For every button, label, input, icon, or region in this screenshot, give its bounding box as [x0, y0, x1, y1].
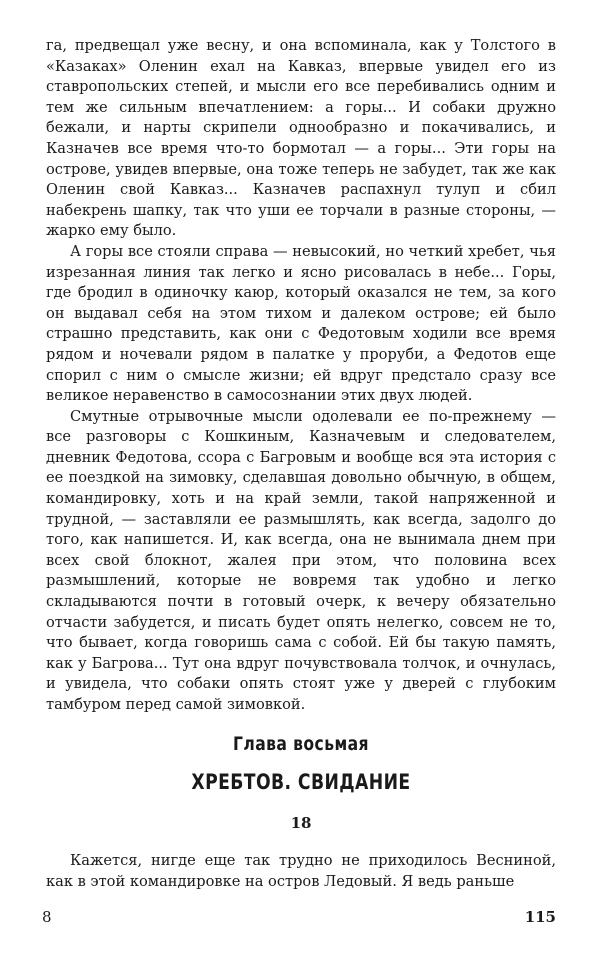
- page-number: 115: [524, 908, 556, 926]
- paragraph-3: Смутные отрывочные мысли одолевали ее по-прежнему — все разговоры с Кошкиным, Казначевым и следователем, дневник Федотова, ссора с Багровым и вообще вся эта история с ее поездкой на зимовку, сделавшая довольно обычную, в общем, командировку, хоть и на край земли, такой напряженной и трудной, — заставляли ее размышлять, как всегда, задолго до того, как напишется. И, как всегда, она не вынимала днем при всех свой блокнот, жалея при этом, что половина всех размышлений, которые не вовремя так удобно и легко складываются почти в готовый очерк, к вечеру обязательно отчасти забудется, и писать будет опять нелегко, совсем не то, что бывает, когда говоришь сама с собой. Ей бы такую память, как у Багрова... Тут она вдруг почувствовала толчок, и очнулась, и увидела, что собаки опять стоят уже у дверей с глубоким тамбуром перед самой зимовкой.: [46, 407, 556, 713]
- paragraph-1: га, предвещал уже весну, и она вспоминала, как у Толстого в «Казаках» Оленин ехал на Кавказ, впервые увидел его из ставропольских степей, и мысли его все перебивались одним и тем же сильным впечатлением: а горы... И собаки дружно бежали, и нарты скрипели однообразно и покачивались, и Казначев все время что-то бормотал — а горы... Эти горы на острове, увидев впервые, она тоже теперь не забудет, так же как Оленин свой Кавказ... Казначев распахнул тулуп и сбил набекрень шапку, так что уши ее торчали в разные стороны, — жарко ему было.: [46, 37, 556, 240]
- signature-mark: 8: [42, 908, 52, 926]
- opening-paragraph: Кажется, нигде еще так трудно не приходилось Весниной, как в этой командировке на остров Ледовый. Я ведь раньше: [46, 852, 556, 890]
- paragraph-2: А горы все стояли справа — невысокий, но четкий хребет, чья изрезанная линия так легко и ясно рисовалась в небе... Горы, где бродил в одиночку каюр, который оказался не тем, за кого он выдавал себя на этом тихом и далеком острове; ей было страшно представить, как они с Федотовым ходили все время рядом и ночевали рядом в палатке у проруби, а Федотов еще спорил с ним о смысле жизни; ей вдруг предстало сразу все великое неравенство в самосознании этих двух людей.: [46, 242, 556, 405]
- chapter-label: Глава восьмая: [233, 733, 369, 755]
- section-number: 18: [290, 814, 312, 832]
- chapter-opening: [46, 851, 556, 892]
- body-text: [46, 36, 556, 716]
- chapter-title: ХРЕБТОВ. СВИДАНИЕ: [191, 770, 411, 794]
